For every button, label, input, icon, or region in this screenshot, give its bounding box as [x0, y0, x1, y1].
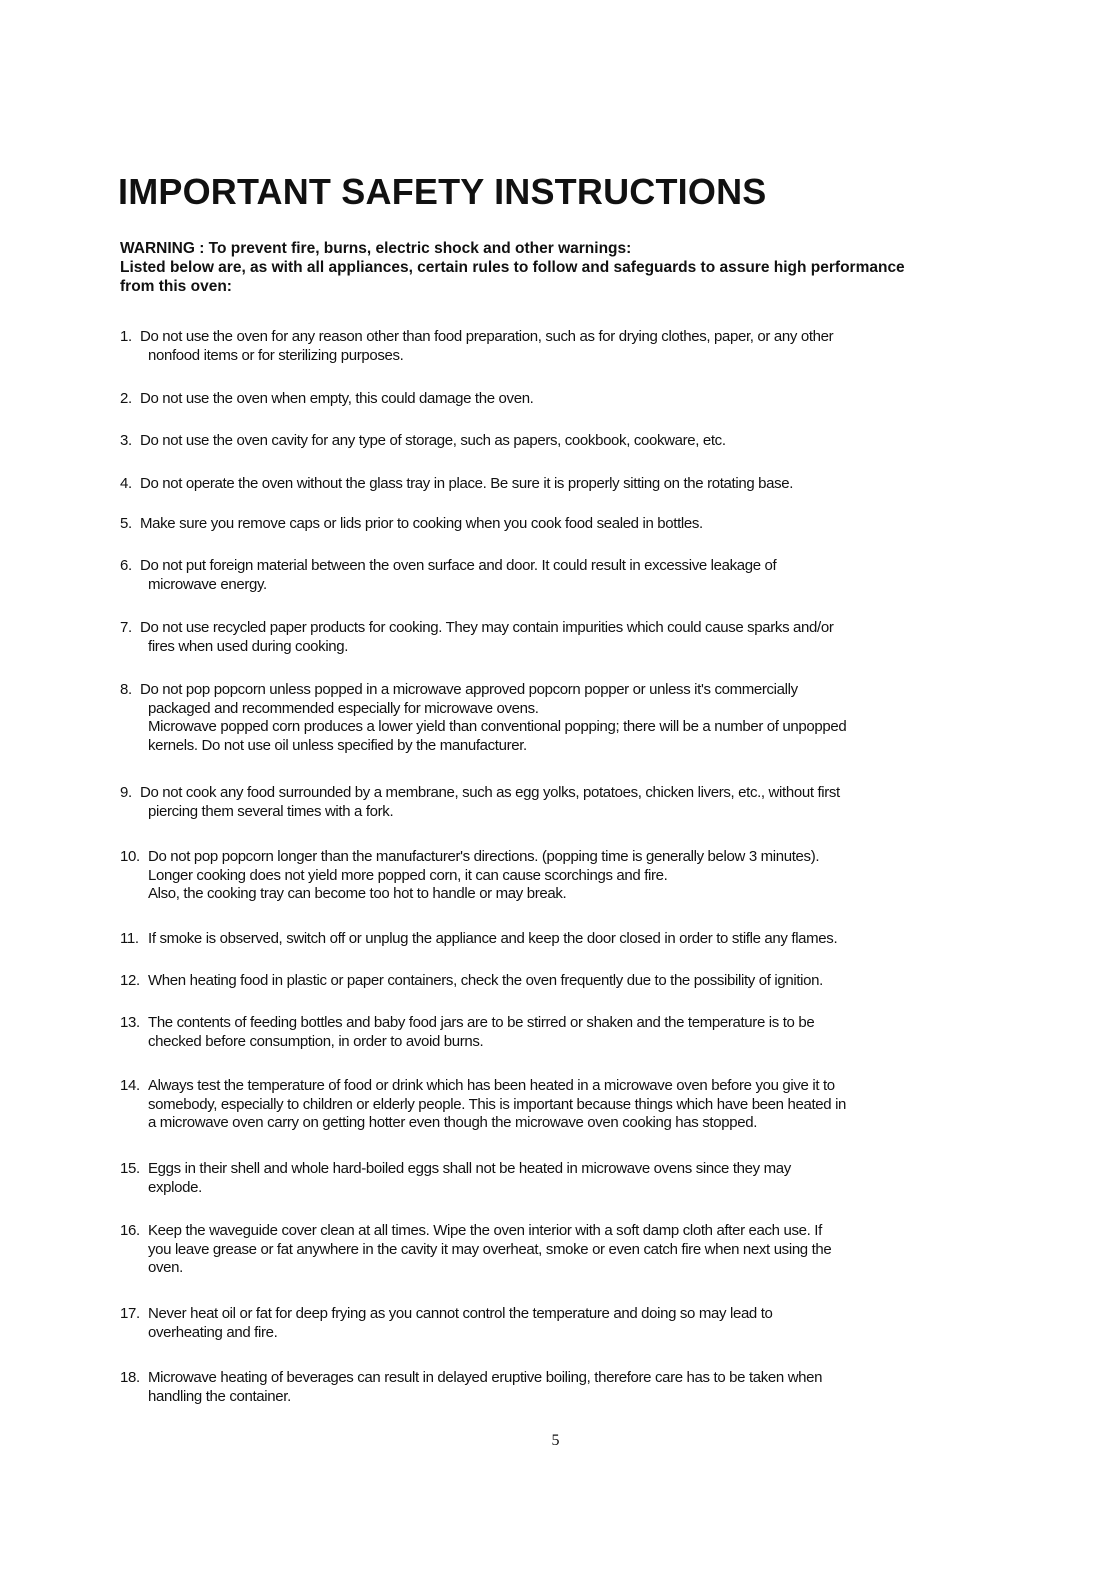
list-item — [120, 1077, 990, 1133]
item-text: explode. — [148, 1178, 202, 1196]
list-item — [120, 557, 990, 594]
item-number: 4. — [120, 475, 132, 492]
item-text: Do not put foreign material between the oven surface and door. It could result in excessive leakage of — [140, 557, 777, 574]
item-number: 7. — [120, 619, 132, 636]
item-text: Longer cooking does not yield more popped corn, it can cause scorchings and fire. — [148, 866, 668, 884]
page-number: 5 — [551, 1432, 560, 1449]
list-item — [120, 1160, 990, 1197]
list-item — [120, 1222, 990, 1278]
item-text: a microwave oven carry on getting hotter even though the microwave oven cooking has stopped. — [148, 1114, 758, 1131]
item-text: Do not pop popcorn longer than the manufacturer's directions. (popping time is generally below 3 minutes). — [148, 848, 820, 865]
item-text: Keep the waveguide cover clean at all times. Wipe the oven interior with a soft damp cloth after each use. If — [148, 1222, 822, 1239]
item-number: 17. — [120, 1305, 140, 1322]
item-number: 12. — [120, 972, 140, 989]
item-text: oven. — [148, 1259, 183, 1276]
item-text: microwave energy. — [148, 575, 267, 593]
item-text: Always test the temperature of food or drink which has been heated in a microwave oven before you give it to — [148, 1077, 835, 1094]
item-text: Do not use recycled paper products for cooking. They may contain impurities which could cause sparks and/or — [140, 619, 834, 636]
item-text: checked before consumption, in order to avoid burns. — [148, 1032, 484, 1050]
item-number: 11. — [120, 930, 139, 947]
list-item — [120, 930, 990, 949]
list-item — [120, 972, 990, 991]
item-number: 9. — [120, 784, 132, 801]
item-text: fires when used during cooking. — [148, 637, 349, 655]
item-text: Microwave heating of beverages can result in delayed eruptive boiling, therefore care has to be taken when — [148, 1369, 823, 1386]
list-item — [120, 390, 990, 409]
item-number: 3. — [120, 432, 132, 449]
item-text: Eggs in their shell and whole hard-boiled eggs shall not be heated in microwave ovens since they may — [148, 1160, 791, 1177]
item-text: Do not use the oven for any reason other than food preparation, such as for drying clothes, paper, or any other — [140, 328, 834, 345]
item-text: packaged and recommended especially for microwave ovens. — [148, 699, 539, 717]
item-text: When heating food in plastic or paper containers, check the oven frequently due to the possibility of ignition. — [148, 972, 823, 989]
item-number: 6. — [120, 557, 132, 574]
item-text: you leave grease or fat anywhere in the cavity it may overheat, smoke or even catch fire when next using the — [148, 1240, 832, 1258]
list-item — [120, 681, 990, 755]
item-text: handling the container. — [148, 1387, 291, 1405]
item-text: kernels. Do not use oil unless specified by the manufacturer. — [148, 736, 527, 754]
item-number: 5. — [120, 515, 132, 532]
item-number: 1. — [120, 328, 132, 345]
warning-line: WARNING : To prevent fire, burns, electric shock and other warnings: — [120, 240, 632, 257]
item-number: 8. — [120, 681, 132, 698]
list-item — [120, 432, 990, 451]
item-text: Do not cook any food surrounded by a membrane, such as egg yolks, potatoes, chicken livers, etc., without first — [140, 784, 840, 801]
item-number: 15. — [120, 1160, 140, 1177]
item-text: Do not operate the oven without the glass tray in place. Be sure it is properly sitting on the rotating base. — [140, 475, 794, 492]
item-text: If smoke is observed, switch off or unplug the appliance and keep the door closed in order to stifle any flames. — [148, 930, 838, 947]
item-text: Do not use the oven when empty, this could damage the oven. — [140, 390, 534, 407]
list-item — [120, 1305, 990, 1342]
item-number: 14. — [120, 1077, 140, 1094]
page-title: IMPORTANT SAFETY INSTRUCTIONS — [118, 171, 767, 212]
list-item — [120, 475, 990, 494]
item-text: nonfood items or for sterilizing purposes. — [148, 346, 404, 364]
item-text: Never heat oil or fat for deep frying as you cannot control the temperature and doing so may lead to — [148, 1305, 773, 1322]
list-item — [120, 328, 990, 365]
item-text: somebody, especially to children or elderly people. This is important because things which have been heated in — [148, 1095, 847, 1113]
intro-line: from this oven: — [120, 278, 232, 295]
list-item — [120, 848, 990, 904]
item-number: 2. — [120, 390, 132, 407]
item-text: Microwave popped corn produces a lower yield than conventional popping; there will be a number of unpopped — [148, 718, 847, 735]
list-item — [120, 619, 990, 656]
item-number: 13. — [120, 1014, 140, 1031]
intro-line: Listed below are, as with all appliances, certain rules to follow and safeguards to assure high performance — [120, 259, 905, 276]
item-number: 16. — [120, 1222, 140, 1239]
list-item — [120, 515, 990, 534]
item-text: Also, the cooking tray can become too hot to handle or may break. — [148, 885, 567, 902]
list-item — [120, 784, 990, 821]
item-text: Do not pop popcorn unless popped in a microwave approved popcorn popper or unless it's commercially — [140, 681, 798, 698]
item-text: overheating and fire. — [148, 1323, 278, 1341]
item-text: The contents of feeding bottles and baby food jars are to be stirred or shaken and the temperature is to be — [148, 1014, 815, 1031]
item-number: 18. — [120, 1369, 140, 1386]
list-item — [120, 1014, 990, 1051]
list-item — [120, 1369, 990, 1406]
item-text: Make sure you remove caps or lids prior to cooking when you cook food sealed in bottles. — [140, 515, 703, 532]
item-number: 10. — [120, 848, 140, 865]
item-text: piercing them several times with a fork. — [148, 802, 394, 820]
item-text: Do not use the oven cavity for any type of storage, such as papers, cookbook, cookware, etc. — [140, 432, 726, 449]
